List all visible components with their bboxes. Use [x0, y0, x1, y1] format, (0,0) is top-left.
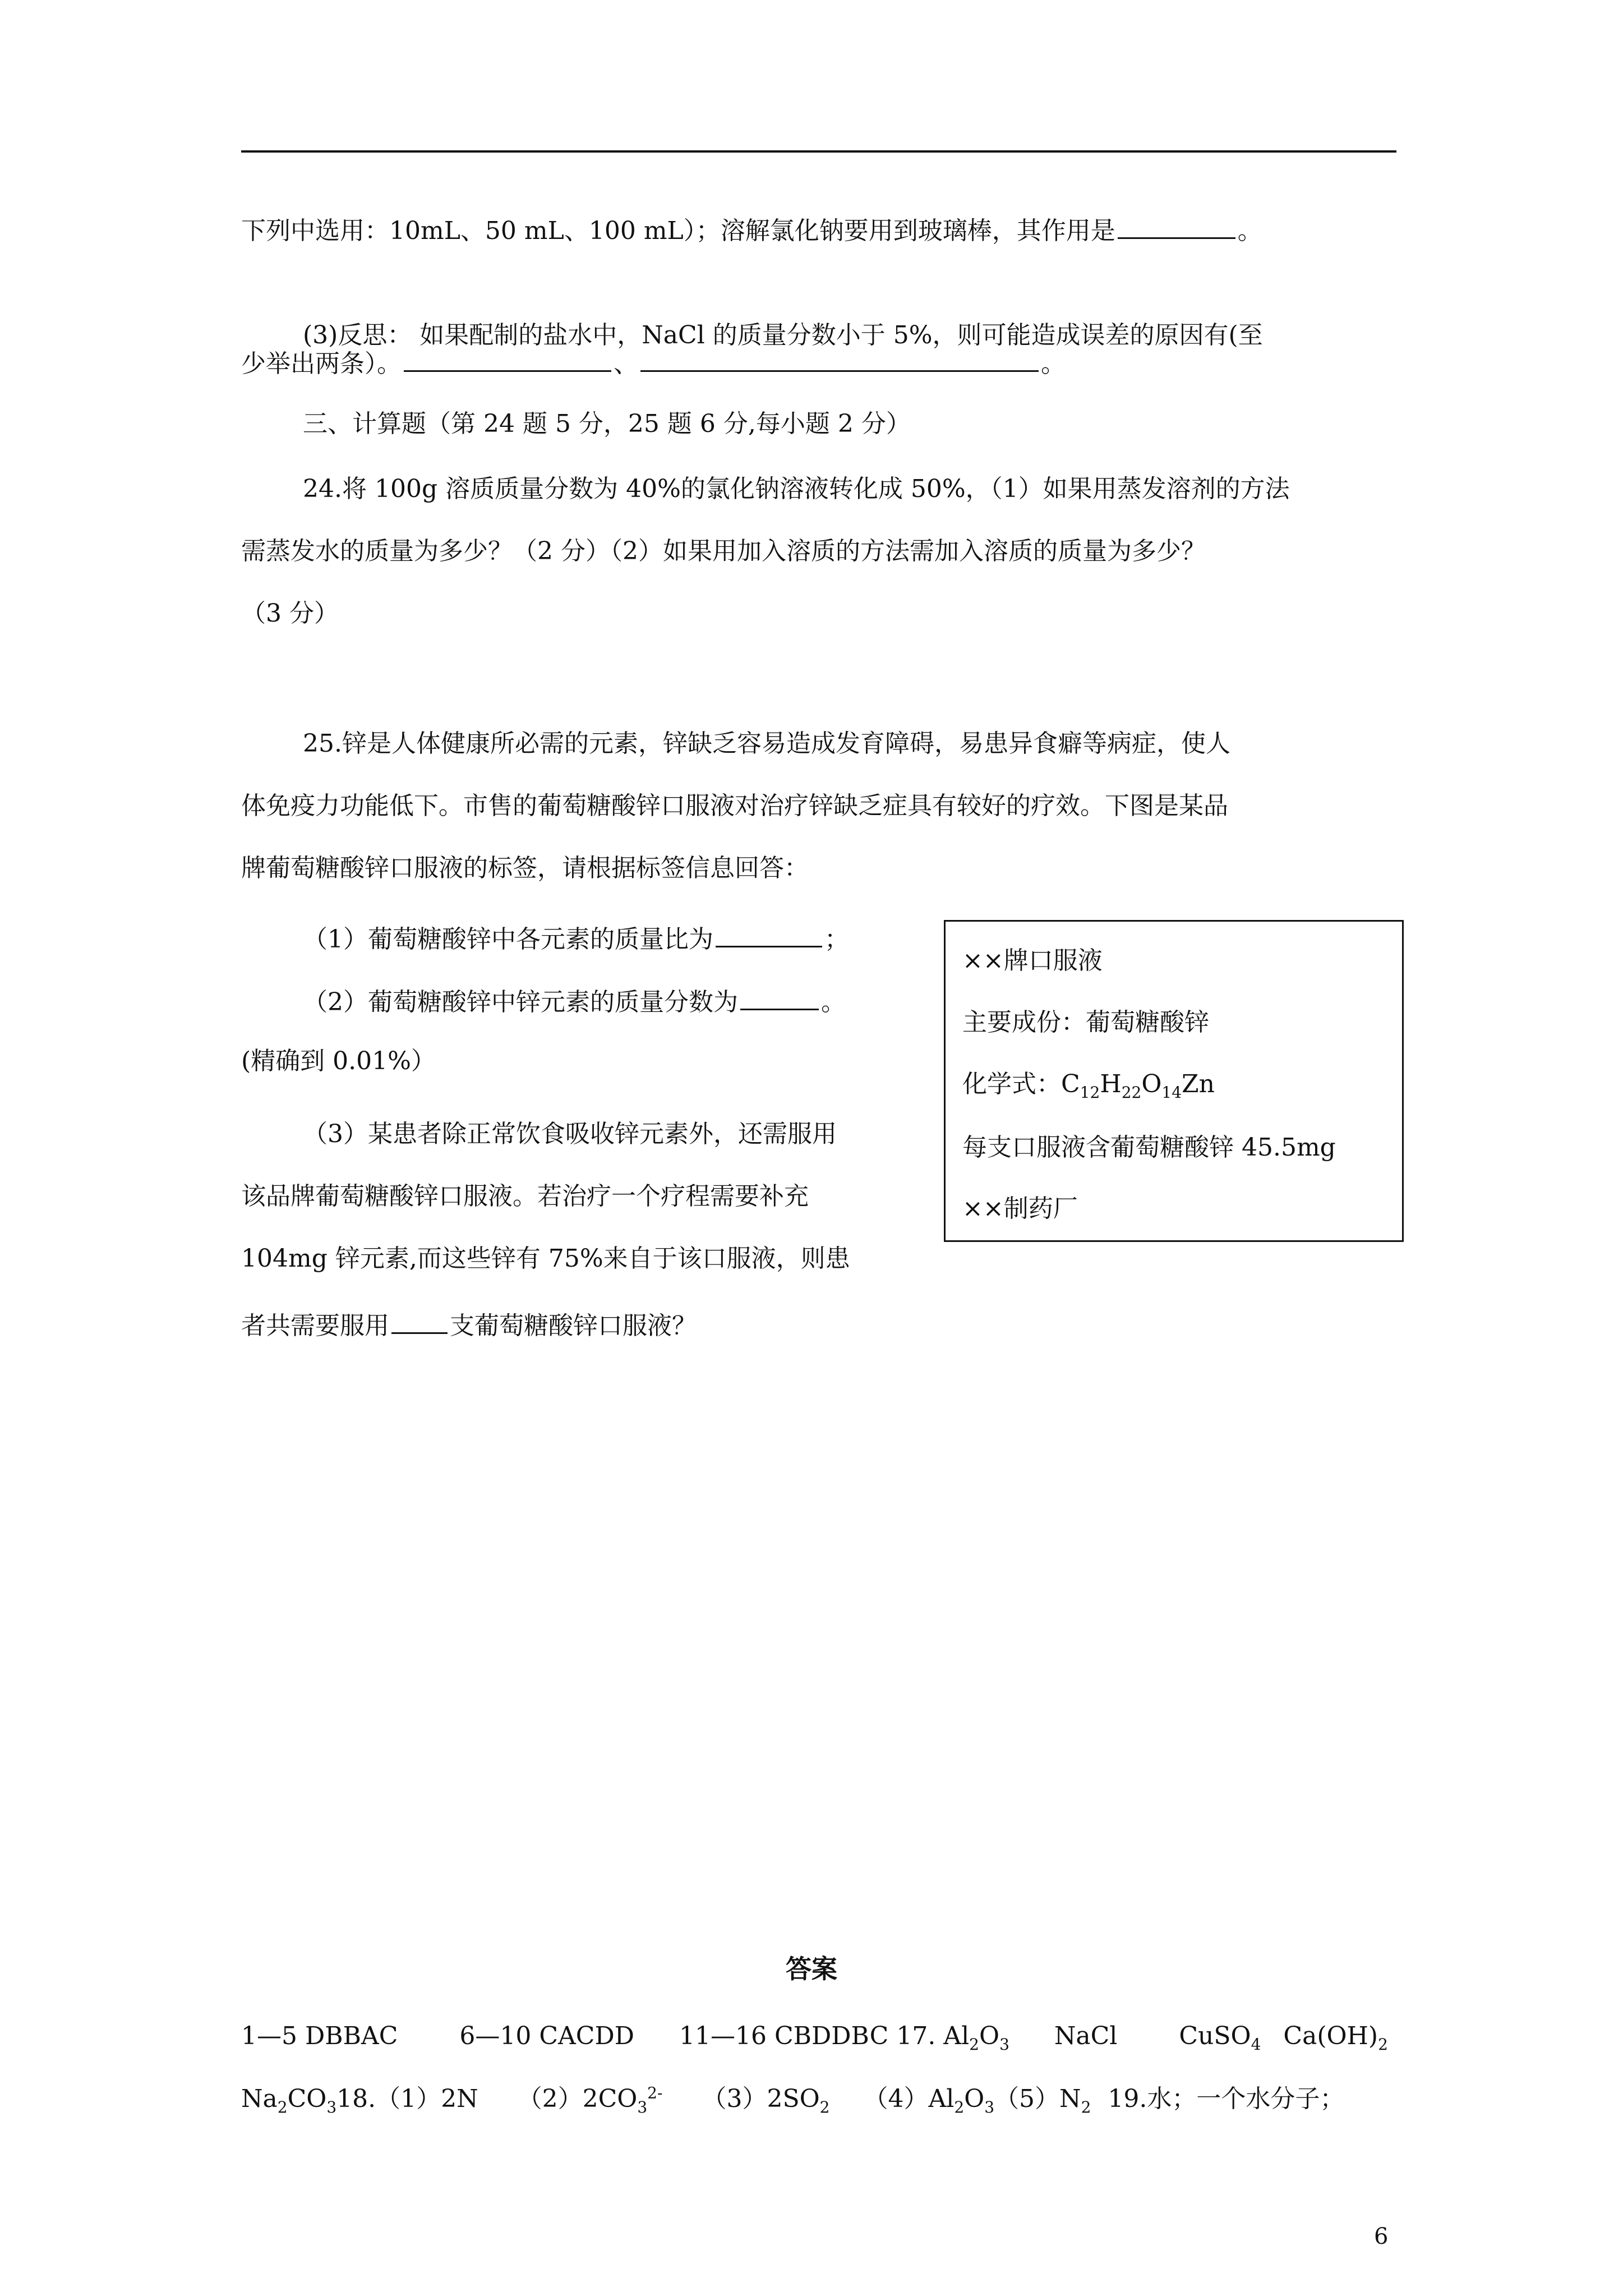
section3-heading: 三、计算题（第 24 题 5 分，25 题 6 分,每小题 2 分） — [303, 409, 911, 438]
page-number: 6 — [1374, 2224, 1389, 2249]
subscript: 3 — [326, 2097, 337, 2116]
q25-part-1-end: ； — [824, 925, 849, 954]
subscript: 3 — [637, 2097, 648, 2116]
label-ingredient: 主要成份：葡萄糖酸锌 — [962, 1008, 1209, 1037]
formula-c: C — [1061, 1070, 1080, 1098]
q25-part-3-line-3: 104mg 锌元素,而这些锌有 75%来自于该口服液，则患 — [241, 1244, 850, 1273]
answer-1-5: 1—5 DBBAC — [241, 2022, 398, 2050]
formula-part: CO — [287, 2085, 327, 2113]
answer-line-2 — [241, 2082, 1344, 2116]
subscript: 2 — [1378, 2035, 1388, 2054]
formula-h: H — [1100, 1070, 1122, 1098]
q23-line-1-text: 下列中选用：10mL、50 mL、100 mL）；溶解氯化钠要用到玻璃棒，其作用是 — [241, 217, 1115, 245]
q23-line-1 — [241, 211, 1262, 248]
q25-part-3-line-4-text: 者共需要服用 — [241, 1312, 389, 1340]
answer-blank — [391, 1306, 448, 1334]
subscript: 2 — [819, 2097, 830, 2116]
q25-line-3: 牌葡萄糖酸锌口服液的标签，请根据标签信息回答： — [241, 854, 809, 882]
product-label-box — [944, 920, 1404, 1242]
answer-blank — [1118, 211, 1235, 239]
label-brand: ××牌口服液 — [962, 946, 1103, 975]
answer-18-2: （2）2CO — [517, 2085, 638, 2113]
answer-blank — [716, 920, 822, 947]
q25-part-3-line-4 — [241, 1306, 697, 1343]
formula-o: O — [1141, 1070, 1162, 1098]
label-formula — [962, 1068, 1215, 1101]
subscript: 2 — [277, 2097, 288, 2116]
q24-line-3: （3 分） — [241, 599, 339, 628]
subscript: 2 — [954, 2097, 965, 2116]
q23-line-2: (3)反思： 如果配制的盐水中，NaCl 的质量分数小于 5%，则可能造成误差的原因有(至 — [303, 321, 1263, 349]
q25-part-3-line-4-end: 支葡萄糖酸锌口服液？ — [450, 1312, 697, 1340]
answer-blank — [640, 344, 1039, 372]
answer-nacl: NaCl — [1054, 2022, 1118, 2050]
formula-c-count: 12 — [1080, 1083, 1100, 1102]
q23-line-3 — [241, 344, 1066, 381]
formula-h-count: 22 — [1121, 1083, 1142, 1102]
q25-line-1: 25.锌是人体健康所必需的元素，锌缺乏容易造成发育障碍，易患异食癖等病症，使人 — [303, 729, 1230, 758]
answer-18-5: （5）N — [994, 2085, 1081, 2113]
answer-caoh2: Ca(OH) — [1283, 2022, 1378, 2050]
q23-line-3-end: 。 — [1041, 349, 1066, 378]
answer-line-1 — [241, 2019, 1388, 2053]
answer-blank — [740, 983, 819, 1010]
q23-line-3-sep: 、 — [614, 349, 638, 378]
q23-line-3-text: 少举出两条）。 — [241, 349, 402, 378]
q25-part-2-precision: (精确到 0.01%） — [241, 1047, 436, 1075]
answer-18-3: （3）2SO — [702, 2085, 820, 2113]
formula-part: O — [979, 2022, 1000, 2050]
superscript: 2- — [647, 2083, 663, 2102]
label-maker: ××制药厂 — [962, 1194, 1078, 1223]
answer-11-17: 11—16 CBDDBC 17. Al — [679, 2022, 970, 2050]
q25-part-2-text: （2）葡萄糖酸锌中锌元素的质量分数为 — [303, 988, 738, 1016]
subscript: 3 — [999, 2035, 1009, 2054]
subscript: 2 — [969, 2035, 979, 2054]
answer-na2co3: Na — [241, 2085, 278, 2113]
q25-line-2: 体免疫力功能低下。市售的葡萄糖酸锌口服液对治疗锌缺乏症具有较好的疗效。下图是某品 — [241, 792, 1228, 820]
q24-line-2: 需蒸发水的质量为多少？（2 分）（2）如果用加入溶质的方法需加入溶质的质量为多少？ — [241, 537, 1206, 565]
q25-part-3-line-1: （3）某患者除正常饮食吸收锌元素外，还需服用 — [303, 1120, 837, 1148]
answer-cuso4: CuSO — [1179, 2022, 1251, 2050]
answer-blank — [404, 344, 611, 372]
q25-part-2 — [303, 983, 846, 1019]
answer-title: 答案 — [786, 1954, 837, 1984]
answer-18-4: （4）Al — [863, 2085, 955, 2113]
subscript: 3 — [984, 2097, 995, 2116]
subscript: 4 — [1251, 2035, 1261, 2054]
q23-line-1-end: 。 — [1237, 217, 1262, 245]
answer-18-1: 18.（1）2N — [336, 2085, 478, 2113]
q25-part-1-text: （1）葡萄糖酸锌中各元素的质量比为 — [303, 925, 713, 954]
formula-o-count: 14 — [1161, 1083, 1182, 1102]
answer-6-10: 6—10 CACDD — [459, 2022, 635, 2050]
label-formula-prefix: 化学式： — [962, 1070, 1061, 1098]
answer-19: 19.水；一个水分子； — [1108, 2085, 1345, 2113]
formula-zn: Zn — [1182, 1070, 1215, 1098]
q25-part-2-end: 。 — [821, 988, 846, 1016]
header-rule — [241, 150, 1396, 153]
q25-part-1 — [303, 920, 849, 956]
q25-part-3-line-2: 该品牌葡萄糖酸锌口服液。若治疗一个疗程需要补充 — [241, 1182, 809, 1211]
formula-part: O — [964, 2085, 985, 2113]
label-content: 每支口服液含葡萄糖酸锌 45.5mg — [962, 1133, 1336, 1162]
q24-line-1: 24.将 100g 溶质质量分数为 40%的氯化钠溶液转化成 50%，（1）如果用蒸发溶剂的方法 — [303, 475, 1290, 503]
subscript: 2 — [1081, 2097, 1091, 2116]
